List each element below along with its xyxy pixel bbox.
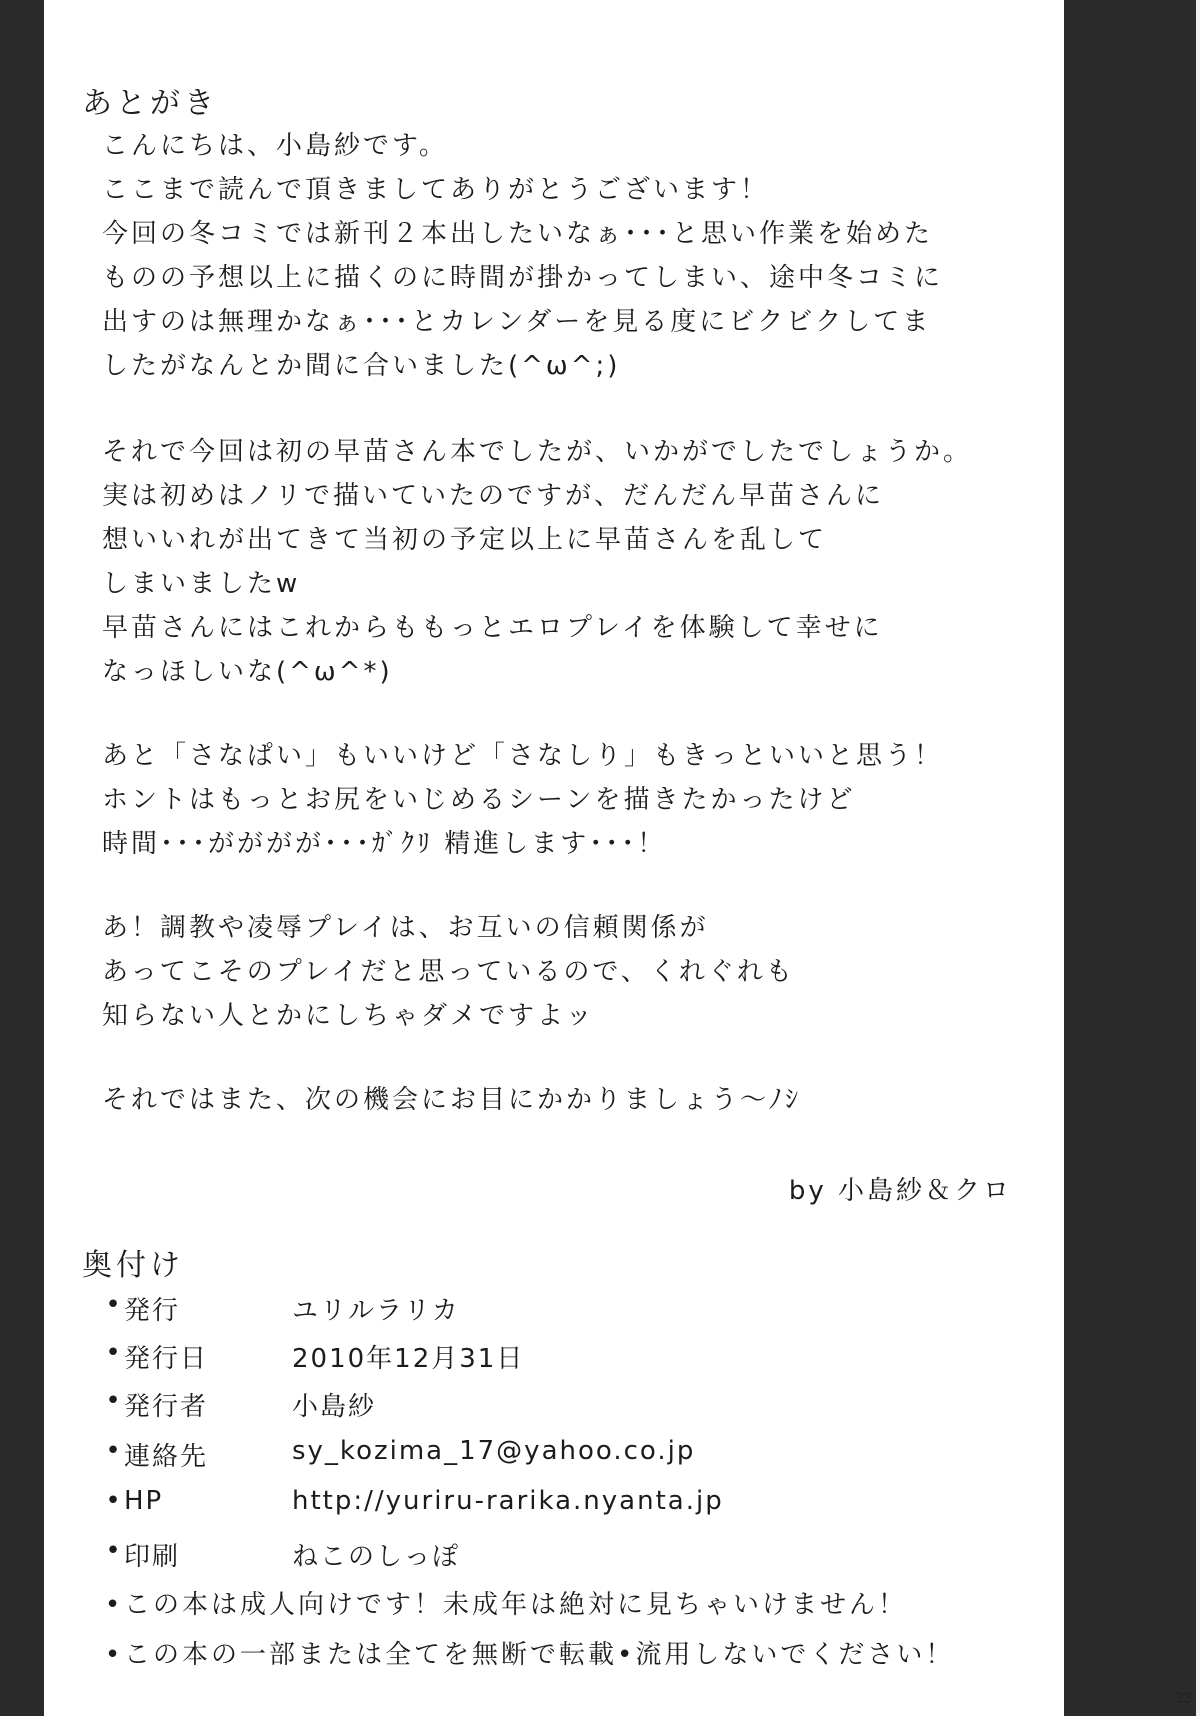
bullet-icon: •: [105, 1536, 123, 1566]
afterword-line: 出すのは無理かなぁ･･･とカレンダーを見る度にビクビクしてま: [102, 307, 932, 337]
colophon-label: 印刷: [124, 1542, 181, 1572]
afterword-line: したがなんとか間に合いました(^ω^;): [102, 351, 621, 381]
bullet-icon: •: [105, 1386, 123, 1416]
colophon-value: sy_kozima_17@yahoo.co.jp: [292, 1436, 696, 1466]
afterword-line: こんにちは、小島紗です。: [102, 131, 448, 161]
afterword-line: それで今回は初の早苗さん本でしたが、いかがでしたでしょうか。: [102, 437, 973, 467]
afterword-line: ホントはもっとお尻をいじめるシーンを描きたかったけど: [102, 785, 856, 815]
colophon-label: 発行日: [124, 1344, 209, 1374]
afterword-line: あってこそのプレイだと思っているので、くれぐれも: [102, 957, 795, 987]
afterword-line: 時間･･･がががが･･･ｶﾞｸﾘ 精進します･･･！: [102, 829, 667, 859]
afterword-heading: あとがき: [82, 86, 218, 121]
afterword-line: それではまた、次の機会にお目にかかりましょう～ﾉｼ: [102, 1085, 802, 1115]
book-page: [44, 0, 1064, 1716]
colophon-label: 発行: [124, 1296, 181, 1326]
colophon-value: ねこのしっぽ: [292, 1542, 461, 1572]
left-scan-margin: [0, 0, 44, 1716]
adult-content-notice: [104, 1584, 907, 1621]
bullet-icon: •: [104, 1590, 124, 1620]
afterword-line: 知らない人とかにしちゃダメですよッ: [102, 1001, 595, 1031]
afterword-line: ここまで読んで頂きましてありがとうございます！: [102, 175, 770, 205]
afterword-line: あと「さなぱい」もいいけど「さなしり」もきっといいと思う！: [102, 741, 944, 771]
colophon-label: HP: [124, 1486, 164, 1516]
colophon-value: 小島紗: [292, 1392, 377, 1422]
afterword-line: 早苗さんにはこれからももっとエロプレイを体験して幸せに: [102, 613, 883, 643]
afterword-signature: by 小島紗＆クロ: [788, 1176, 1012, 1206]
afterword-line: あ！調教や凌辱プレイは、お互いの信頼関係が: [102, 913, 709, 943]
bullet-icon: •: [104, 1640, 124, 1670]
right-scan-edge: [1196, 0, 1200, 1716]
colophon-value: 2010年12月31日: [292, 1344, 525, 1374]
notice-text: この本の一部または全てを無断で転載•流用しないでください！: [124, 1640, 955, 1670]
notice-text: この本は成人向けです！未成年は絶対に見ちゃいけません！: [124, 1590, 908, 1620]
bullet-icon: •: [105, 1436, 123, 1466]
bullet-icon: •: [105, 1290, 123, 1320]
colophon-value: ユリルラリカ: [292, 1296, 460, 1326]
bullet-icon: •: [105, 1338, 123, 1368]
colophon-heading: 奥付け: [82, 1248, 184, 1283]
afterword-line: しまいましたw: [102, 569, 301, 599]
right-scan-margin: [1064, 0, 1200, 1716]
afterword-line: 実は初めはノリで描いていたのですが、だんだん早苗さんに: [102, 481, 884, 511]
no-reproduction-notice: [104, 1634, 954, 1671]
colophon-value: http://yuriru-rarika.nyanta.jp: [292, 1486, 724, 1516]
page-number: 33: [1174, 1690, 1192, 1707]
bullet-icon: •: [105, 1486, 123, 1516]
afterword-line: ものの予想以上に描くのに時間が掛かってしまい、途中冬コミに: [102, 263, 944, 293]
afterword-line: 今回の冬コミでは新刊２本出したいなぁ･･･と思い作業を始めた: [102, 219, 934, 249]
afterword-line: 想いいれが出てきて当初の予定以上に早苗さんを乱して: [102, 525, 828, 555]
colophon-label: 連絡先: [124, 1442, 209, 1472]
afterword-line: なっほしいな(^ω^*): [102, 657, 393, 687]
colophon-label: 発行者: [124, 1392, 209, 1422]
